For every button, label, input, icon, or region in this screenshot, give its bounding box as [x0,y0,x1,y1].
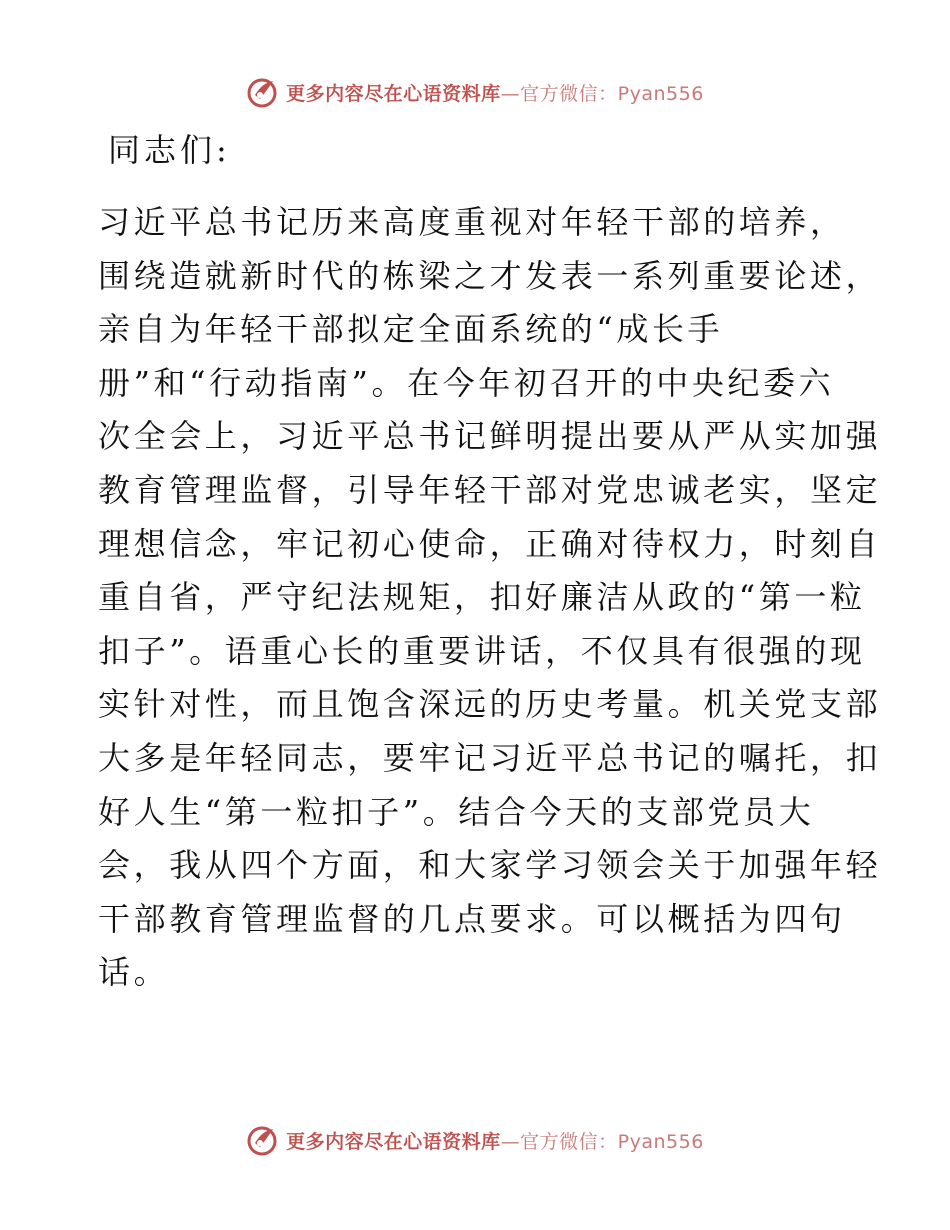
watermark-brand: 更多内容尽在心语资料库 [286,1130,501,1153]
logo-icon [246,1123,280,1157]
text-line: 干部教育管理监督的几点要求。可以概括为四句 [98,899,846,938]
text-line: 好人生“第一粒扣子”。结合今天的支部党员大 [98,792,815,831]
text-line: 扣子”。语重心长的重要讲话，不仅具有很强的现 [98,631,866,670]
text-line: 习近平总书记历来高度重视对年轻干部的培养， [98,203,846,241]
text-line: 次全会上，习近平总书记鲜明提出要从严从实加强 [98,417,882,456]
watermark-contact: 官方微信：Pyan556 [520,82,704,105]
text-line: 大多是年轻同志，要牢记习近平总书记的嘱托，扣 [98,738,882,777]
footer-watermark [0,1120,950,1160]
text-line: 理想信念，牢记初心使命，正确对待权力，时刻自 [98,524,882,563]
text-line: 围绕造就新时代的栋梁之才发表一系列重要论述， [98,256,882,295]
text-line: 重自省，严守纪法规矩，扣好廉洁从政的“第一粒 [98,578,866,617]
watermark-dash: — [500,82,521,105]
logo-icon [246,75,280,109]
text-line: 会，我从四个方面，和大家学习领会关于加强年轻 [98,846,882,885]
text-line: 册”和“行动指南”。在今年初召开的中央纪委六 [98,363,835,402]
text-line: 亲自为年轻干部拟定全面系统的“成长手 [98,310,724,349]
watermark-dash: — [500,1130,521,1153]
watermark-contact: 官方微信：Pyan556 [520,1130,704,1153]
text-line: 实针对性，而且饱含深远的历史考量。机关党支部 [98,685,882,724]
watermark-brand: 更多内容尽在心语资料库 [286,82,501,105]
text-line: 话。 [98,953,170,992]
text-line: 教育管理监督，引导年轻干部对党忠诚老实，坚定 [98,470,882,509]
header-watermark [0,72,950,112]
greeting: 同志们: [108,131,231,169]
body-paragraph [98,196,882,1000]
